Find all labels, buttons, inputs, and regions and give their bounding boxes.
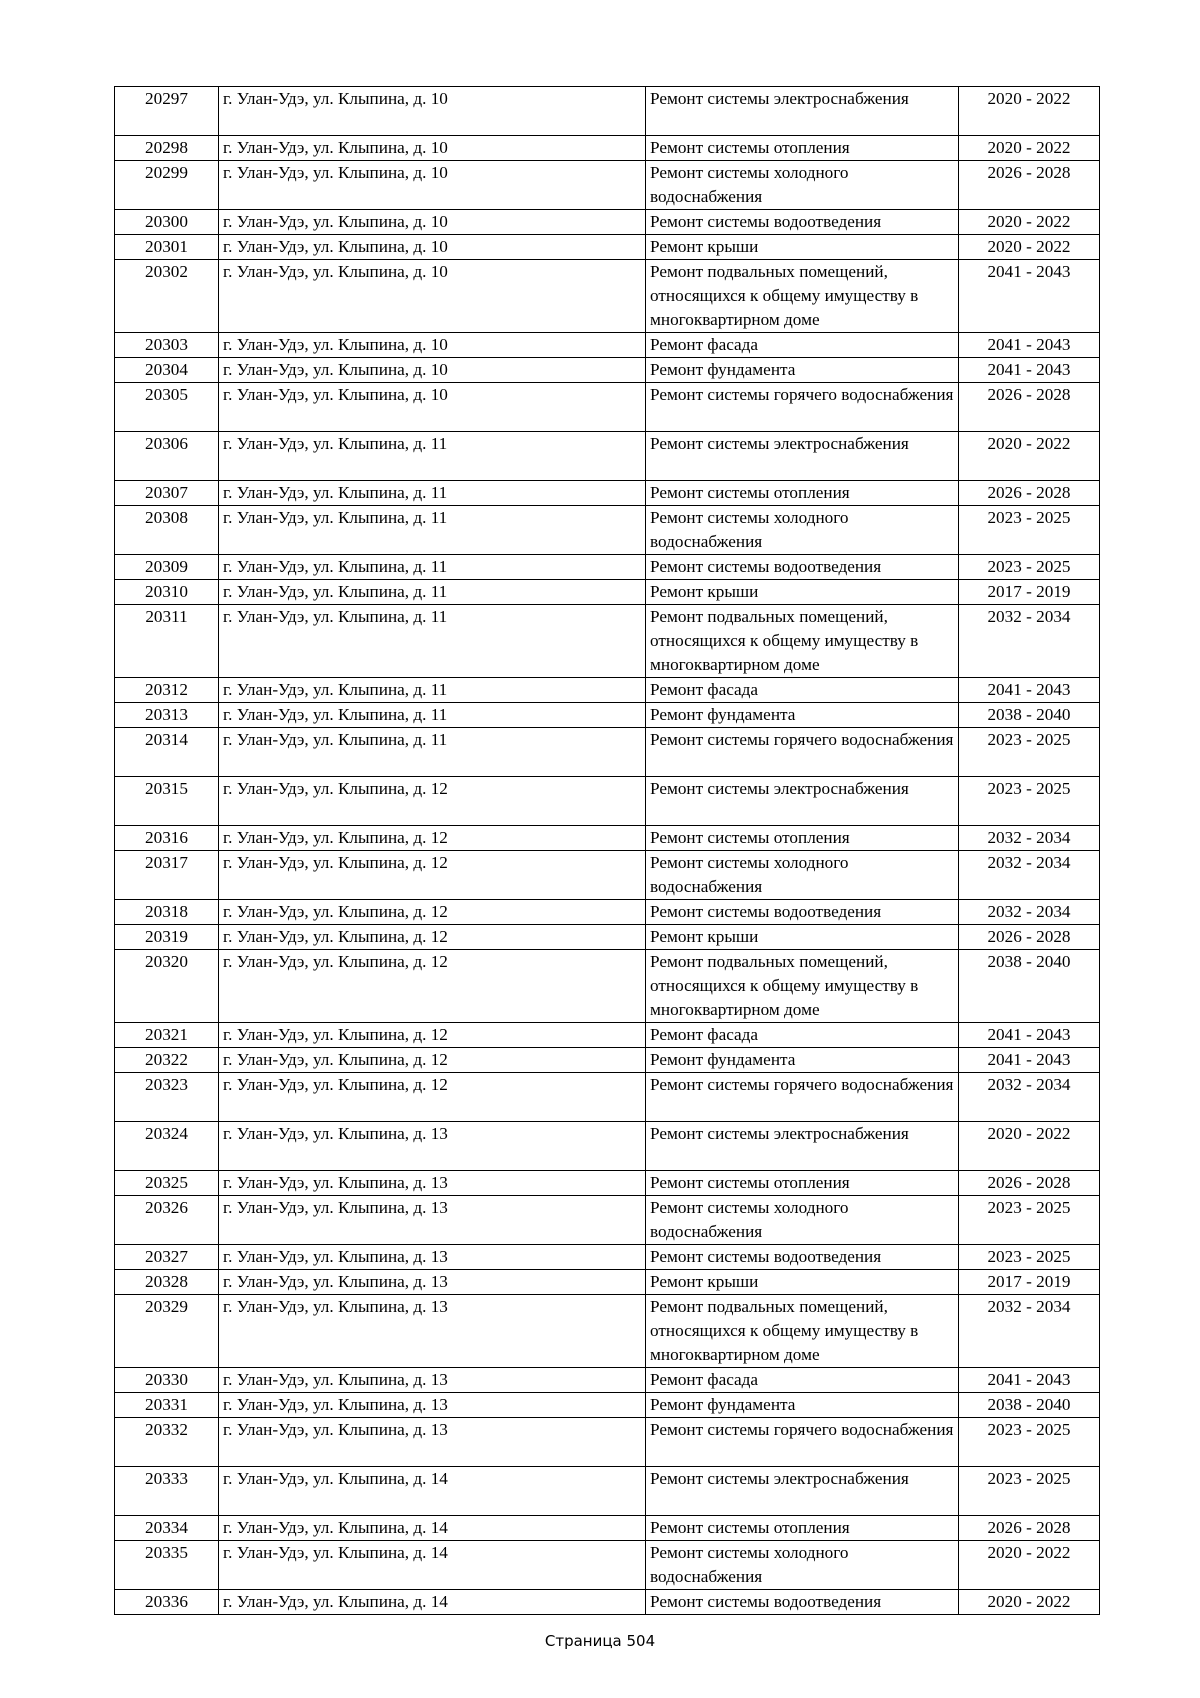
period-cell: 2017 - 2019 [959,1270,1100,1295]
work-type-cell: Ремонт системы отопления [646,826,959,851]
period-cell: 2038 - 2040 [959,950,1100,1023]
record-number-cell: 20330 [115,1368,219,1393]
work-type-cell: Ремонт системы водоотведения [646,210,959,235]
address-cell: г. Улан-Удэ, ул. Клыпина, д. 11 [219,728,646,777]
period-cell: 2026 - 2028 [959,1171,1100,1196]
work-type-cell: Ремонт системы горячего водоснабжения [646,728,959,777]
address-cell: г. Улан-Удэ, ул. Клыпина, д. 11 [219,555,646,580]
work-type-cell: Ремонт подвальных помещений, относящихся к общему имуществу в многоквартирном доме [646,260,959,333]
address-cell: г. Улан-Удэ, ул. Клыпина, д. 12 [219,1073,646,1122]
table-row [115,605,1100,678]
table-row [115,1171,1100,1196]
work-type-cell: Ремонт подвальных помещений, относящихся к общему имуществу в многоквартирном доме [646,950,959,1023]
period-cell: 2041 - 2043 [959,1023,1100,1048]
record-number-cell: 20307 [115,481,219,506]
work-type-cell: Ремонт системы электроснабжения [646,87,959,136]
work-type-cell: Ремонт системы отопления [646,1516,959,1541]
address-cell: г. Улан-Удэ, ул. Клыпина, д. 11 [219,580,646,605]
record-number-cell: 20298 [115,136,219,161]
table-row [115,950,1100,1023]
table-row [115,1393,1100,1418]
period-cell: 2020 - 2022 [959,210,1100,235]
record-number-cell: 20326 [115,1196,219,1245]
work-type-cell: Ремонт системы электроснабжения [646,1467,959,1516]
table-row [115,1270,1100,1295]
period-cell: 2032 - 2034 [959,826,1100,851]
table-row [115,1368,1100,1393]
address-cell: г. Улан-Удэ, ул. Клыпина, д. 14 [219,1516,646,1541]
period-cell: 2023 - 2025 [959,1418,1100,1467]
address-cell: г. Улан-Удэ, ул. Клыпина, д. 12 [219,1023,646,1048]
record-number-cell: 20325 [115,1171,219,1196]
table-row [115,506,1100,555]
table-row [115,1196,1100,1245]
table-row [115,728,1100,777]
table-row [115,580,1100,605]
table-row [115,383,1100,432]
work-type-cell: Ремонт системы отопления [646,1171,959,1196]
record-number-cell: 20320 [115,950,219,1023]
address-cell: г. Улан-Удэ, ул. Клыпина, д. 10 [219,333,646,358]
record-number-cell: 20328 [115,1270,219,1295]
record-number-cell: 20329 [115,1295,219,1368]
work-type-cell: Ремонт фасада [646,1023,959,1048]
table-row [115,136,1100,161]
address-cell: г. Улан-Удэ, ул. Клыпина, д. 13 [219,1270,646,1295]
table-row [115,1073,1100,1122]
record-number-cell: 20324 [115,1122,219,1171]
address-cell: г. Улан-Удэ, ул. Клыпина, д. 10 [219,136,646,161]
address-cell: г. Улан-Удэ, ул. Клыпина, д. 10 [219,358,646,383]
table-row [115,210,1100,235]
work-type-cell: Ремонт системы водоотведения [646,1590,959,1615]
record-number-cell: 20327 [115,1245,219,1270]
period-cell: 2032 - 2034 [959,1295,1100,1368]
period-cell: 2041 - 2043 [959,678,1100,703]
table-row [115,1418,1100,1467]
address-cell: г. Улан-Удэ, ул. Клыпина, д. 11 [219,605,646,678]
record-number-cell: 20299 [115,161,219,210]
work-type-cell: Ремонт системы отопления [646,481,959,506]
work-type-cell: Ремонт фундамента [646,1393,959,1418]
address-cell: г. Улан-Удэ, ул. Клыпина, д. 10 [219,87,646,136]
work-type-cell: Ремонт системы электроснабжения [646,1122,959,1171]
period-cell: 2023 - 2025 [959,1196,1100,1245]
work-type-cell: Ремонт системы отопления [646,136,959,161]
table-row [115,1541,1100,1590]
address-cell: г. Улан-Удэ, ул. Клыпина, д. 13 [219,1418,646,1467]
repair-schedule-table [114,86,1100,1615]
period-cell: 2020 - 2022 [959,235,1100,260]
work-type-cell: Ремонт крыши [646,235,959,260]
record-number-cell: 20312 [115,678,219,703]
address-cell: г. Улан-Удэ, ул. Клыпина, д. 10 [219,210,646,235]
record-number-cell: 20308 [115,506,219,555]
address-cell: г. Улан-Удэ, ул. Клыпина, д. 12 [219,925,646,950]
address-cell: г. Улан-Удэ, ул. Клыпина, д. 12 [219,900,646,925]
period-cell: 2032 - 2034 [959,1073,1100,1122]
table-row [115,161,1100,210]
record-number-cell: 20333 [115,1467,219,1516]
period-cell: 2023 - 2025 [959,555,1100,580]
work-type-cell: Ремонт подвальных помещений, относящихся к общему имуществу в многоквартирном доме [646,1295,959,1368]
record-number-cell: 20301 [115,235,219,260]
period-cell: 2017 - 2019 [959,580,1100,605]
period-cell: 2020 - 2022 [959,87,1100,136]
record-number-cell: 20334 [115,1516,219,1541]
record-number-cell: 20318 [115,900,219,925]
table-row [115,1467,1100,1516]
period-cell: 2041 - 2043 [959,333,1100,358]
table-row [115,481,1100,506]
record-number-cell: 20309 [115,555,219,580]
work-type-cell: Ремонт подвальных помещений, относящихся к общему имуществу в многоквартирном доме [646,605,959,678]
address-cell: г. Улан-Удэ, ул. Клыпина, д. 14 [219,1590,646,1615]
record-number-cell: 20335 [115,1541,219,1590]
record-number-cell: 20314 [115,728,219,777]
address-cell: г. Улан-Удэ, ул. Клыпина, д. 13 [219,1245,646,1270]
period-cell: 2026 - 2028 [959,481,1100,506]
table-row [115,925,1100,950]
address-cell: г. Улан-Удэ, ул. Клыпина, д. 13 [219,1393,646,1418]
table-row [115,260,1100,333]
period-cell: 2023 - 2025 [959,506,1100,555]
work-type-cell: Ремонт системы электроснабжения [646,432,959,481]
table-row [115,1023,1100,1048]
period-cell: 2023 - 2025 [959,1467,1100,1516]
table-row [115,678,1100,703]
record-number-cell: 20300 [115,210,219,235]
record-number-cell: 20303 [115,333,219,358]
address-cell: г. Улан-Удэ, ул. Клыпина, д. 11 [219,481,646,506]
table-row [115,1245,1100,1270]
address-cell: г. Улан-Удэ, ул. Клыпина, д. 13 [219,1368,646,1393]
address-cell: г. Улан-Удэ, ул. Клыпина, д. 14 [219,1541,646,1590]
record-number-cell: 20319 [115,925,219,950]
work-type-cell: Ремонт системы горячего водоснабжения [646,1073,959,1122]
period-cell: 2020 - 2022 [959,1122,1100,1171]
table-row [115,87,1100,136]
period-cell: 2023 - 2025 [959,728,1100,777]
work-type-cell: Ремонт системы холодного водоснабжения [646,506,959,555]
record-number-cell: 20332 [115,1418,219,1467]
work-type-cell: Ремонт системы холодного водоснабжения [646,1541,959,1590]
table-row [115,555,1100,580]
address-cell: г. Улан-Удэ, ул. Клыпина, д. 11 [219,506,646,555]
work-type-cell: Ремонт системы водоотведения [646,555,959,580]
table-row [115,1516,1100,1541]
page-number: Страница 504 [544,1632,656,1650]
table-row [115,851,1100,900]
period-cell: 2026 - 2028 [959,925,1100,950]
address-cell: г. Улан-Удэ, ул. Клыпина, д. 10 [219,161,646,210]
address-cell: г. Улан-Удэ, ул. Клыпина, д. 11 [219,678,646,703]
period-cell: 2041 - 2043 [959,358,1100,383]
period-cell: 2020 - 2022 [959,1541,1100,1590]
work-type-cell: Ремонт системы водоотведения [646,1245,959,1270]
address-cell: г. Улан-Удэ, ул. Клыпина, д. 14 [219,1467,646,1516]
work-type-cell: Ремонт фундамента [646,703,959,728]
work-type-cell: Ремонт фундамента [646,1048,959,1073]
table-row [115,333,1100,358]
table-row [115,1590,1100,1615]
work-type-cell: Ремонт крыши [646,580,959,605]
address-cell: г. Улан-Удэ, ул. Клыпина, д. 13 [219,1196,646,1245]
period-cell: 2020 - 2022 [959,432,1100,481]
work-type-cell: Ремонт системы горячего водоснабжения [646,383,959,432]
address-cell: г. Улан-Удэ, ул. Клыпина, д. 12 [219,950,646,1023]
table-row [115,900,1100,925]
period-cell: 2041 - 2043 [959,260,1100,333]
table-row [115,777,1100,826]
period-cell: 2032 - 2034 [959,851,1100,900]
table-row [115,826,1100,851]
address-cell: г. Улан-Удэ, ул. Клыпина, д. 12 [219,777,646,826]
record-number-cell: 20316 [115,826,219,851]
work-type-cell: Ремонт фундамента [646,358,959,383]
address-cell: г. Улан-Удэ, ул. Клыпина, д. 12 [219,826,646,851]
period-cell: 2038 - 2040 [959,703,1100,728]
record-number-cell: 20305 [115,383,219,432]
period-cell: 2020 - 2022 [959,136,1100,161]
record-number-cell: 20321 [115,1023,219,1048]
work-type-cell: Ремонт системы холодного водоснабжения [646,1196,959,1245]
table-row [115,1048,1100,1073]
record-number-cell: 20315 [115,777,219,826]
table-row [115,1295,1100,1368]
period-cell: 2020 - 2022 [959,1590,1100,1615]
address-cell: г. Улан-Удэ, ул. Клыпина, д. 10 [219,235,646,260]
table-row [115,1122,1100,1171]
record-number-cell: 20313 [115,703,219,728]
address-cell: г. Улан-Удэ, ул. Клыпина, д. 10 [219,383,646,432]
work-type-cell: Ремонт системы электроснабжения [646,777,959,826]
period-cell: 2032 - 2034 [959,605,1100,678]
period-cell: 2026 - 2028 [959,1516,1100,1541]
address-cell: г. Улан-Удэ, ул. Клыпина, д. 11 [219,703,646,728]
work-type-cell: Ремонт фасада [646,333,959,358]
record-number-cell: 20322 [115,1048,219,1073]
record-number-cell: 20317 [115,851,219,900]
table-row [115,703,1100,728]
address-cell: г. Улан-Удэ, ул. Клыпина, д. 13 [219,1122,646,1171]
record-number-cell: 20336 [115,1590,219,1615]
address-cell: г. Улан-Удэ, ул. Клыпина, д. 12 [219,851,646,900]
period-cell: 2026 - 2028 [959,161,1100,210]
period-cell: 2026 - 2028 [959,383,1100,432]
period-cell: 2023 - 2025 [959,1245,1100,1270]
record-number-cell: 20310 [115,580,219,605]
period-cell: 2038 - 2040 [959,1393,1100,1418]
work-type-cell: Ремонт системы холодного водоснабжения [646,851,959,900]
work-type-cell: Ремонт крыши [646,925,959,950]
period-cell: 2041 - 2043 [959,1048,1100,1073]
record-number-cell: 20302 [115,260,219,333]
address-cell: г. Улан-Удэ, ул. Клыпина, д. 10 [219,260,646,333]
record-number-cell: 20304 [115,358,219,383]
record-number-cell: 20311 [115,605,219,678]
address-cell: г. Улан-Удэ, ул. Клыпина, д. 12 [219,1048,646,1073]
period-cell: 2041 - 2043 [959,1368,1100,1393]
table-body [115,87,1100,1615]
table-row [115,432,1100,481]
record-number-cell: 20323 [115,1073,219,1122]
work-type-cell: Ремонт фасада [646,678,959,703]
address-cell: г. Улан-Удэ, ул. Клыпина, д. 13 [219,1295,646,1368]
record-number-cell: 20297 [115,87,219,136]
period-cell: 2032 - 2034 [959,900,1100,925]
address-cell: г. Улан-Удэ, ул. Клыпина, д. 13 [219,1171,646,1196]
work-type-cell: Ремонт системы водоотведения [646,900,959,925]
address-cell: г. Улан-Удэ, ул. Клыпина, д. 11 [219,432,646,481]
work-type-cell: Ремонт системы горячего водоснабжения [646,1418,959,1467]
record-number-cell: 20306 [115,432,219,481]
work-type-cell: Ремонт системы холодного водоснабжения [646,161,959,210]
work-type-cell: Ремонт фасада [646,1368,959,1393]
period-cell: 2023 - 2025 [959,777,1100,826]
table-row [115,358,1100,383]
work-type-cell: Ремонт крыши [646,1270,959,1295]
record-number-cell: 20331 [115,1393,219,1418]
table-row [115,235,1100,260]
